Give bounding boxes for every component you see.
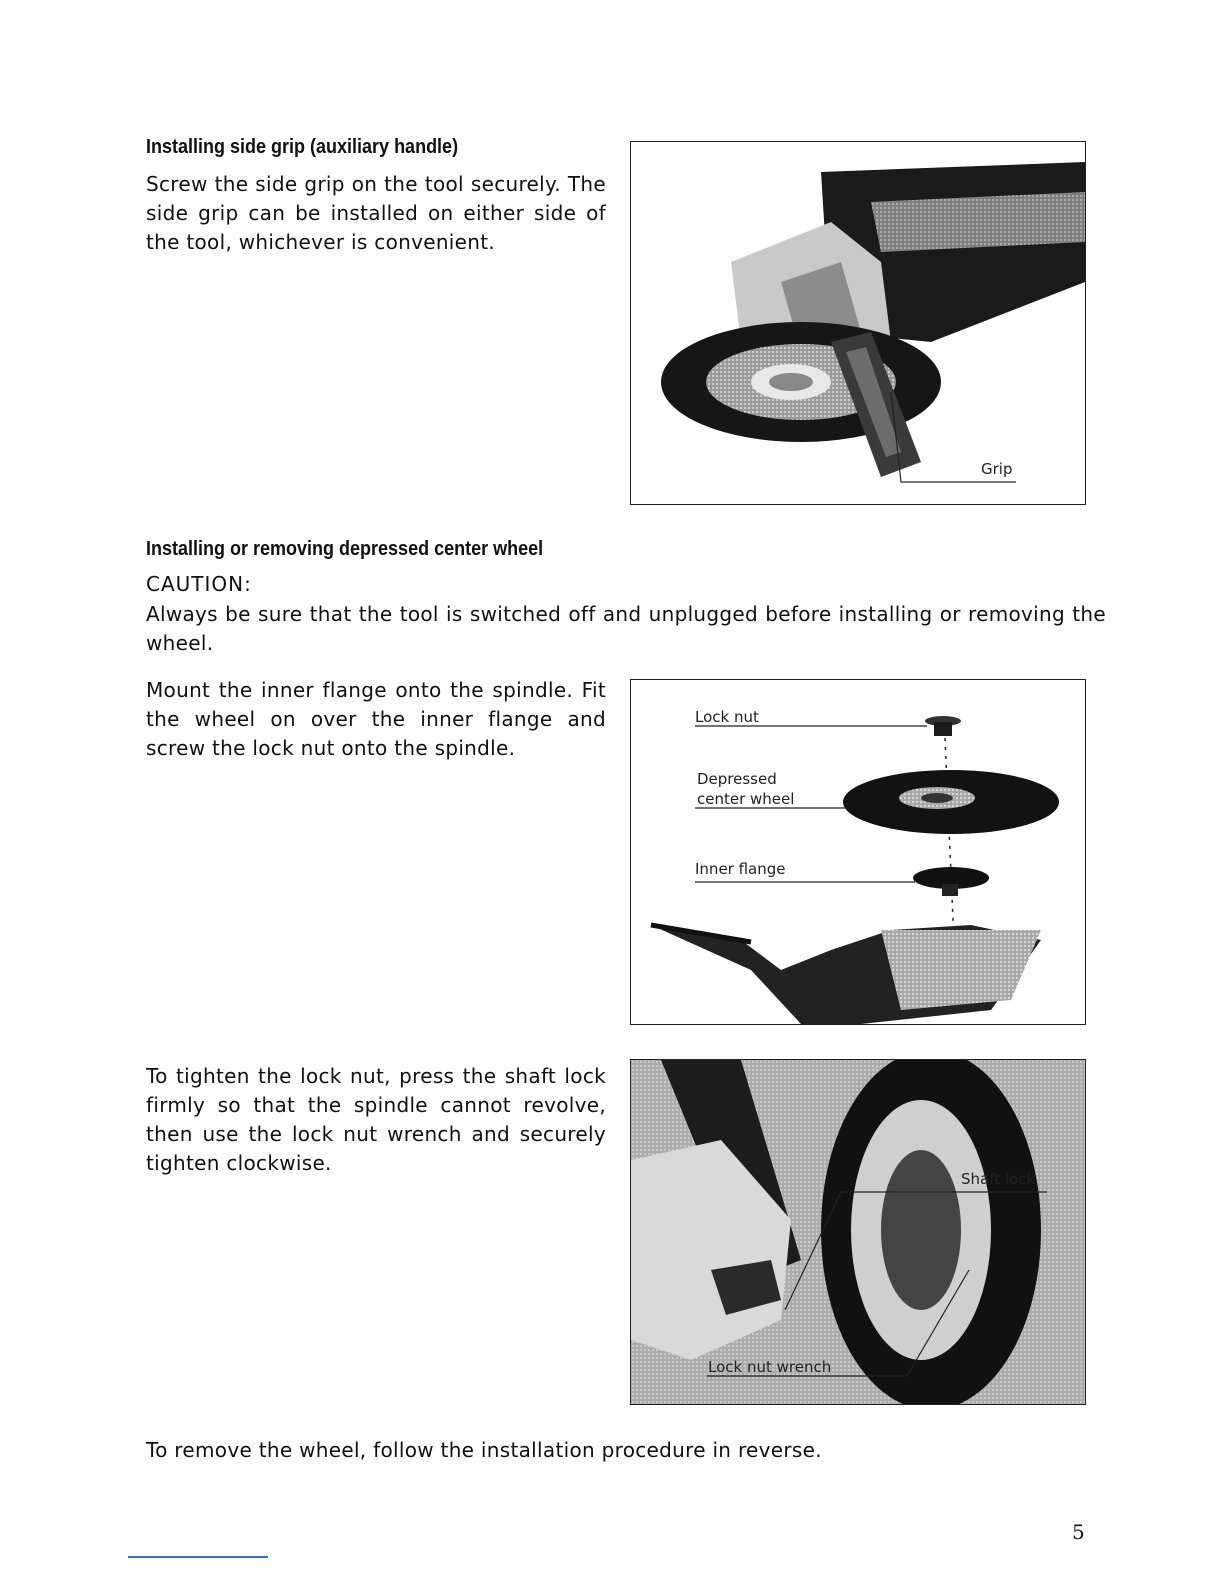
side-grip-instructions: Screw the side grip on the tool securely. The side grip can be installed on either side of the tool, whichever is convenient. bbox=[146, 172, 606, 254]
section-heading-side-grip: Installing side grip (auxiliary handle) bbox=[146, 136, 459, 158]
grinder-side-grip-illustration bbox=[631, 142, 1085, 504]
figure-side-grip bbox=[630, 141, 1086, 505]
depressed-label-line1: Depressed bbox=[697, 770, 777, 788]
lock-nut-wrench-label: Lock nut wrench bbox=[708, 1358, 832, 1376]
depressed-label-line2: center wheel bbox=[697, 790, 795, 808]
figure-wheel-assembly bbox=[630, 679, 1086, 1025]
caution-text: Always be sure that the tool is switched off and unplugged before installing or removing the wheel. bbox=[146, 602, 1106, 655]
shaft-lock-label: Shaft lock bbox=[961, 1170, 1036, 1188]
caution-label: CAUTION: bbox=[146, 572, 252, 596]
figure-shaft-lock bbox=[630, 1059, 1086, 1405]
lock-nut-label: Lock nut bbox=[695, 708, 759, 726]
inner-flange-label: Inner flange bbox=[695, 860, 786, 878]
bottom-rule bbox=[128, 1556, 268, 1558]
shaft-lock-illustration bbox=[631, 1060, 1085, 1404]
removal-instructions: To remove the wheel, follow the installation procedure in reverse. bbox=[146, 1438, 822, 1462]
mount-instructions: Mount the inner flange onto the spindle. Fit the wheel on over the inner flange and screw the lock nut onto the spindle. bbox=[146, 678, 606, 760]
grip-label: Grip bbox=[981, 460, 1013, 478]
wheel-assembly-illustration bbox=[631, 680, 1085, 1024]
section-heading-depressed-wheel: Installing or removing depressed center wheel bbox=[146, 538, 544, 560]
page-number: 5 bbox=[1072, 1520, 1085, 1544]
tighten-instructions: To tighten the lock nut, press the shaft lock firmly so that the spindle cannot revolve, then use the lock nut wrench and securely tighten clockwise. bbox=[146, 1064, 606, 1175]
